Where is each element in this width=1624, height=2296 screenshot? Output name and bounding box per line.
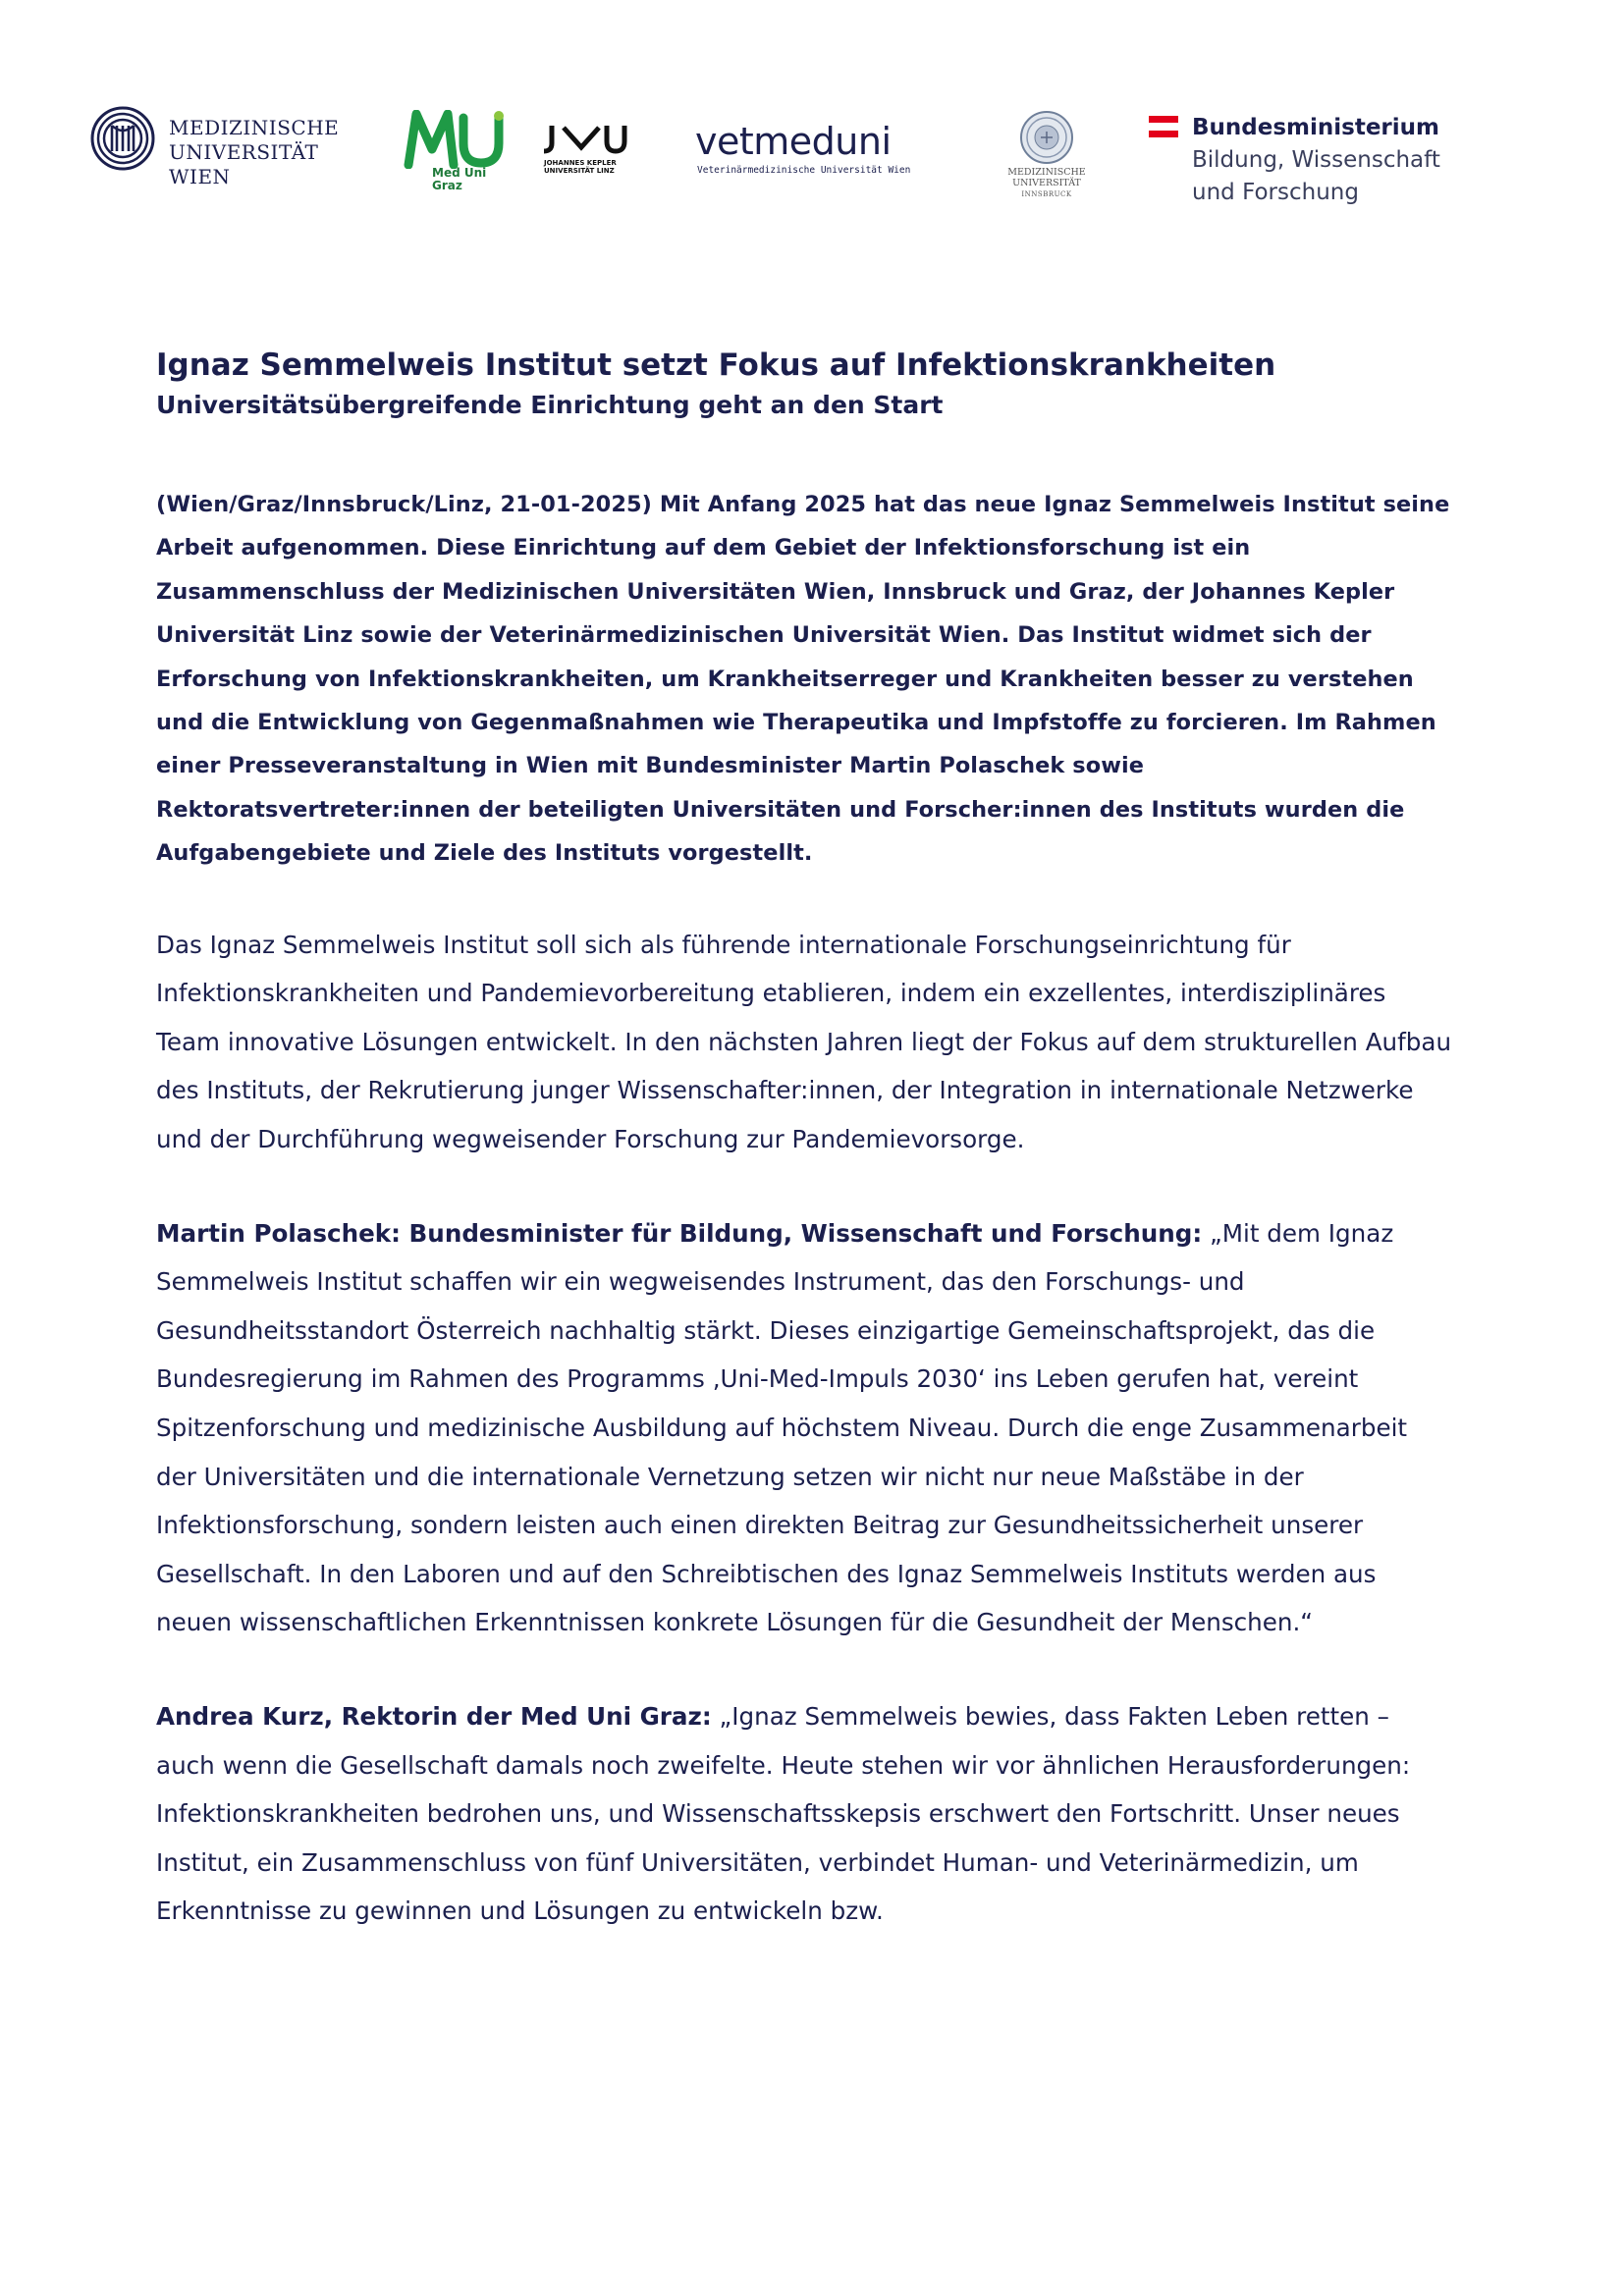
bmbwf-wordmark [1192,112,1440,209]
jku-wordmark: JOHANNES KEPLER UNIVERSITÄT LINZ [544,159,617,175]
quote-polaschek-speaker: Martin Polaschek: Bundesminister für Bildung, Wissenschaft und Forschung: [156,1218,1203,1248]
bmbwf-logo [1149,112,1483,210]
austrian-flag-icon [1149,116,1178,137]
meduni-innsbruck-city: INNSBRUCK [1021,190,1072,198]
quote-polaschek [156,1209,1452,1647]
quote-kurz-speaker: Andrea Kurz, Rektorin der Med Uni Graz: [156,1701,712,1731]
meduni-innsbruck-logo [998,110,1096,208]
quote-polaschek-text: „Mit dem Ignaz Semmelweis Institut schaffen wir ein wegweisendes Instrument, das den Forschungs- und Gesundheitsstandort Österreich nachhaltig stärkt. Dieses einzigartige Gemeinschaftsprojekt, das die Bundesregierung im Rahmen des Programms ‚Uni-Med-Impuls 2030‘ ins Leben gerufen hat, vereint Spitzenforschung und medizinische Ausbildung auf höchstem Niveau. Durch die enge Zusammenarbeit der Universitäten und die internationale Vernetzung setzen wir nicht nur neue Maßstäbe in der Infektionsforschung, sondern leisten auch einen direkten Beitrag zur Gesundheitssicherheit unserer Gesellschaft. In den Laboren und auf den Schreibtischen des Ignaz Semmelweis Instituts werden aus neuen wissenschaftlichen Erkenntnissen konkrete Lösungen für die Gesundheit der Menschen.“ [156,1218,1408,1637]
meduni-graz-logo [403,110,511,200]
meduni-wien-seal-icon [90,106,155,171]
jku-mark-icon [538,122,628,155]
article-subtitle: Universitätsübergreifende Einrichtung geht an den Start [156,391,944,419]
jku-logo [538,122,646,181]
meduni-graz-mark-icon [403,110,511,169]
article [156,346,1452,1936]
meduni-innsbruck-seal-icon [998,110,1096,165]
meduni-innsbruck-name: MEDIZINISCHE UNIVERSITÄT [1007,167,1086,188]
bmbwf-line-3: und Forschung [1192,180,1359,205]
bmbwf-line-2: Bildung, Wissenschaft [1192,147,1440,173]
meduni-wien-logo [90,106,385,188]
vetmeduni-subtitle: Veterinärmedizinische Universität Wien [697,165,911,176]
meduni-wien-wordmark: MEDIZINISCHE UNIVERSITÄT WIEN [169,116,340,188]
meduni-graz-wordmark: Med Uni Graz [432,166,487,192]
vetmeduni-wordmark: vetmeduni [695,120,892,163]
article-lead: (Wien/Graz/Innsbruck/Linz, 21-01-2025) Mit Anfang 2025 hat das neue Ignaz Semmelweis Institut seine Arbeit aufgenommen. Diese Einrichtung auf dem Gebiet der Infektionsforschung ist ein Zusammenschluss der Medizinischen Universitäten Wien, Innsbruck und Graz, der Johannes Kepler Universität Linz sowie der Veterinärmedizinischen Universität Wien. Das Institut widmet sich der Erforschung von Infektionskrankheiten, um Krankheitserreger und Krankheiten besser zu verstehen und die Entwicklung von Gegenmaßnahmen wie Therapeutika und Impfstoffe zu forcieren. Im Rahmen einer Presseveranstaltung in Wien mit Bundesminister Martin Polaschek sowie Rektoratsvertreter:innen der beteiligten Universitäten und Forscher:innen des Instituts wurden die Aufgabengebiete und Ziele des Instituts vorgestellt. [156,492,1450,867]
vetmeduni-logo [695,120,950,179]
bmbwf-line-1: Bundesministerium [1192,115,1439,140]
meduni-innsbruck-wordmark [998,167,1096,200]
quote-kurz-text: „Ignaz Semmelweis bewies, dass Fakten Leben retten – auch wenn die Gesellschaft damals noch zweifelte. Heute stehen wir vor ähnlichen Herausforderungen: Infektionskrankheiten bedrohen uns, und Wissenschaftsskepsis erschwert den Fortschritt. Unser neues Institut, ein Zusammenschluss von fünf Universitäten, verbindet Human- und Veterinärmedizin, um Erkenntnisse zu gewinnen und Lösungen zu entwickeln bzw. [156,1701,1411,1926]
quote-kurz [156,1692,1452,1936]
article-paragraph-1: Das Ignaz Semmelweis Institut soll sich als führende internationale Forschungseinrichtung für Infektionskrankheiten und Pandemievorbereitung etablieren, indem ein exzellentes, interdisziplinäres Team innovative Lösungen entwickelt. In den nächsten Jahren liegt der Fokus auf dem strukturellen Aufbau des Instituts, der Rekrutierung junger Wissenschafter:innen, der Integration in internationale Netzwerke und der Durchführung wegweisender Forschung zur Pandemievorsorge. [156,930,1452,1154]
article-title: Ignaz Semmelweis Institut setzt Fokus auf Infektionskrankheiten [156,347,1276,383]
